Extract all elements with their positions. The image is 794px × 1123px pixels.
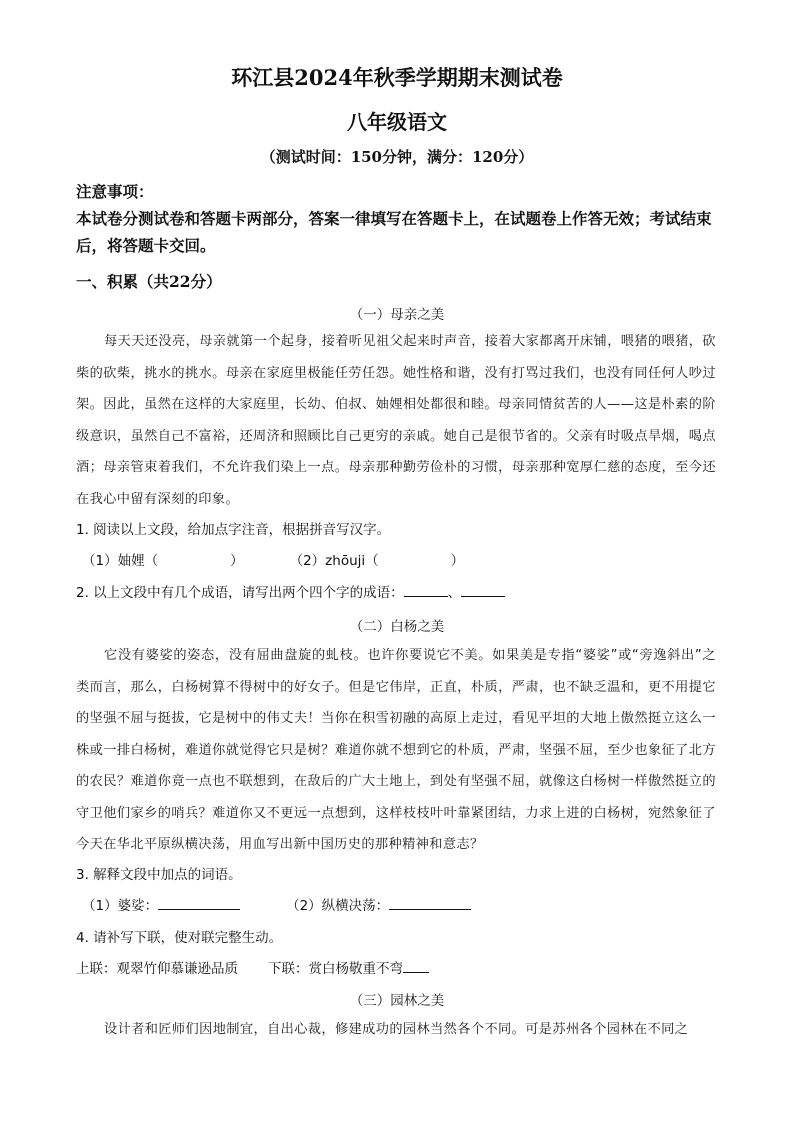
notice-title: 注意事项： <box>76 182 154 201</box>
q3-item-b: （2）纵横决荡： <box>286 898 390 914</box>
part1-passage: 每天天还没亮，母亲就第一个起身，接着听见祖父起来时声音，接着大家都离开床铺，喂猪的喂猪，砍柴的砍柴，挑水的挑水。母亲在家庭里极能任劳任怨。她性格和谐，没有打骂过我们，也没有同任何人吵过架。因此，虽然在这样的大家庭里，长幼、伯叔、妯娌相处都很和睦。母亲同情贫苦的人——这是朴素的阶级意识，虽然自己不富裕，还周济和照顾比自己更穷的亲戚。她自己是很节省的。父亲有时吸点旱烟，喝点酒；母亲管束着我们，不允许我们染上一点。母亲那种勤劳俭朴的习惯，母亲那种宽厚仁慈的态度，至今还在我心中留有深刻的印象。 <box>76 334 716 507</box>
q3-blank-b[interactable] <box>389 895 471 910</box>
q1-item-b-close: ） <box>450 553 465 569</box>
q2-blank-1[interactable] <box>404 582 448 597</box>
exam-title: 环江县2024年秋季学期期末测试卷 <box>231 65 563 90</box>
q1-item-a-close: ） <box>230 553 244 569</box>
question-3-answers <box>82 895 732 917</box>
q3-item-a: （1）婆娑： <box>82 898 159 914</box>
couplet-blank[interactable] <box>403 958 429 973</box>
question-2 <box>76 582 726 604</box>
q2-blank-2[interactable] <box>461 582 505 597</box>
couplet-upper: 上联：观翠竹仰慕谦逊品质 <box>76 961 238 977</box>
question-4-couplet <box>76 958 726 980</box>
part3-title: （三）园林之美 <box>349 993 445 1009</box>
section-heading: 一、积累（共22分） <box>76 272 222 291</box>
question-4-stem: 4. 请补写下联，使对联完整生动。 <box>76 930 283 946</box>
notice-body: 本试卷分测试卷和答题卡两部分，答案一律填写在答题卡上，在试题卷上作答无效；考试结束后，将答题卡交回。 <box>76 209 712 255</box>
part2-title: （二）白杨之美 <box>349 619 445 635</box>
question-1-answers <box>82 550 732 572</box>
question-3-stem: 3. 解释文段中加点的词语。 <box>76 867 242 883</box>
part2-passage: 它没有婆娑的姿态，没有屈曲盘旋的虬枝。也许你要说它不美。如果美是专指“婆娑”或“旁逸斜出”之类而言，那么，白杨树算不得树中的好女子。但是它伟岸，正直，朴质，严肃，也不缺乏温和，更不用提它的坚强不屈与挺拔，它是树中的伟丈夫！当你在积雪初融的高原上走过，看见平坦的大地上傲然挺立这么一株或一排白杨树，难道你就觉得它只是树？难道你就不想到它的朴质，严肃，坚强不屈，至少也象征了北方的农民？难道你竟一点也不联想到，在敌后的广大土地上，到处有坚强不屈，就像这白杨树一样傲然挺立的守卫他们家乡的哨兵？难道你又不更远一点想到，这样枝枝叶叶靠紧团结，力求上进的白杨树，宛然象征了今天在华北平原纵横决荡，用血写出新中国历史的那种精神和意志？ <box>76 648 716 852</box>
q1-item-a: （1）妯娌（ <box>82 553 159 569</box>
exam-subject: 八年级语文 <box>347 110 447 134</box>
q2-separator: 、 <box>447 585 462 601</box>
couplet-lower: 下联：赏白杨敬重不弯 <box>268 961 403 977</box>
q1-item-b: （2）zhōuji（ <box>289 553 379 569</box>
q3-blank-a[interactable] <box>158 895 240 910</box>
question-2-stem: 2. 以上文段中有几个成语，请写出两个四个字的成语： <box>76 585 404 601</box>
question-1-stem: 1. 阅读以上文段，给加点字注音，根据拼音写汉字。 <box>76 522 391 538</box>
part1-title: （一）母亲之美 <box>349 307 445 323</box>
exam-time-info: （测试时间：150分钟，满分：120分） <box>260 148 534 166</box>
part3-passage: 设计者和匠师们因地制宜，自出心裁，修建成功的园林当然各个不同。可是苏州各个园林在不同之 <box>104 1022 689 1037</box>
